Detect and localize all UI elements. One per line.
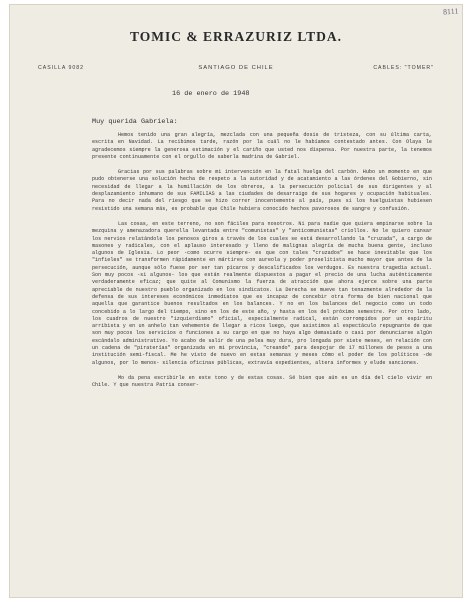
letterhead-company: TOMIC & ERRAZURIZ LTDA. — [129, 29, 343, 44]
letter-body — [92, 132, 432, 398]
letterhead-city: SANTIAGO DE CHILE — [198, 65, 274, 71]
letter-date: 16 de enero de 1948 — [172, 90, 250, 98]
archive-number: 8111 — [442, 6, 459, 17]
body-paragraph: Gracias por sus palabras sobre mi intervención en la fatal huelga del carbón. Hubo un momento en que pudo obtenerse una solución hecha de respeto a la autoridad y de acatamiento a las órdenes del Gobierno, sin necesidad de llegar a la humillación de los obreros, a la persecución policial de sus dirigentes y al desplazamiento inhumano de sus FAMILIAS a las ciudades de desarraigo de sus hogares y ocupación habituales. Para no decir nada del riesgo que se hizo correr inocentemente al país, pues si los huelguistas hubiesen resistido una semana más, es probable que Chile hubiera conocido hechos pavorosos de sangre y confusión. — [92, 169, 432, 212]
body-paragraph: Las cosas, en este terreno, no son fáciles para nosotros. Ni para nadie que quiera empinarse sobre la mezquina y amenazadora querella levantada entre "comunistas" y "anticomunistas" criollos. No le quiero cansar los nervios relatándole los penosos giros a través de los cuales se está desarrollando la "cruzada", a cargo de masones y radicales, con el aplauso interesado y lleno de malignas alegría de mucha buena gente, incluso algunos de Iglesia. Lo peor -como ocurre siempre- es que con tales "cruzados" se hace inevitable que los "infieles" se transformen rápidamente en mártires con aureola y poder proselitista mucho mayor que antes de la persecución, aunque sólo fuese por ser tan pícaros y descalificados los verdugos. Es nuestra tragedia actual. Son muy pocos -si algunos- los que están realmente dispuestos a pagar el precio de una lucha auténticamente verdaderamente eficaz; que quite al Comunismo la fuerza de atracción que ahora ejerce sobre una parte apreciable de nuestro pueblo organizado en los sindicatos. La Derecha se mueve tan tenazmente alrededor de la defensa de sus intereses económicos inmediatos que es incapaz de concebir otra forma de bien nacional que aquella que garantice buenos resultados en los balances. Y no en los balances del negocio como un todo concebido a lo largo del tiempo, sino en los de este año, y hasta en los del próximo semestre. Por otro lado, los cuadros de nuestro "izquierdismo" oficial, especialmente radical, están corrompidos por un espíritu arribista y en un anhelo tan vehemente de llegar a ricos luego, que asistimos al espectáculo repugnante de que son muy pocos los servicios o funciones a su cargo en que no haya algo demasiado o casi por denunciarse algún escándalo administrativo. Yo acabo de salir de una pelea muy dura, pro longada por siete meses, en relación con un cadena de "piraterías" organizada en mi provincia, "creando" para despojar de 17 millones de pesos a una institución semi-fiscal. Me he visto de nuevo en estas semanas y meses cómo el poder de los políticos -de algunos, por lo menos- silencia oficinas públicas, extravía expedientes, altera informes y elude sanciones. — [92, 220, 432, 366]
letter-page — [10, 5, 462, 597]
body-paragraph: Hemos tenido una gran alegría, mezclada con una pequeña dosis de tristeza, con su última carta, escrita en Navidad. La recibimos tarde, razón por la cuál no le habíamos contestado antes. Con Olaya le agradecemos siempre la generosa estimación y el cariño que usted nos dispensa. Por nuestra parte, la tenemos presente continuamente con el orgullo de saberla madrina de Gabriel. — [92, 132, 432, 160]
letterhead-cables: CABLES: "TOMER" — [373, 65, 434, 71]
body-paragraph: Mo da pena escribirle en este tono y de estas cosas. Sé bien que aún es un día del cielo vivir en Chile. Y que nuestra Patria conser- — [92, 374, 432, 389]
letter-salutation: Muy querida Gabriela: — [92, 118, 178, 126]
letterhead-postbox: CASILLA 9082 — [38, 65, 85, 71]
letterhead-subline — [38, 65, 434, 75]
